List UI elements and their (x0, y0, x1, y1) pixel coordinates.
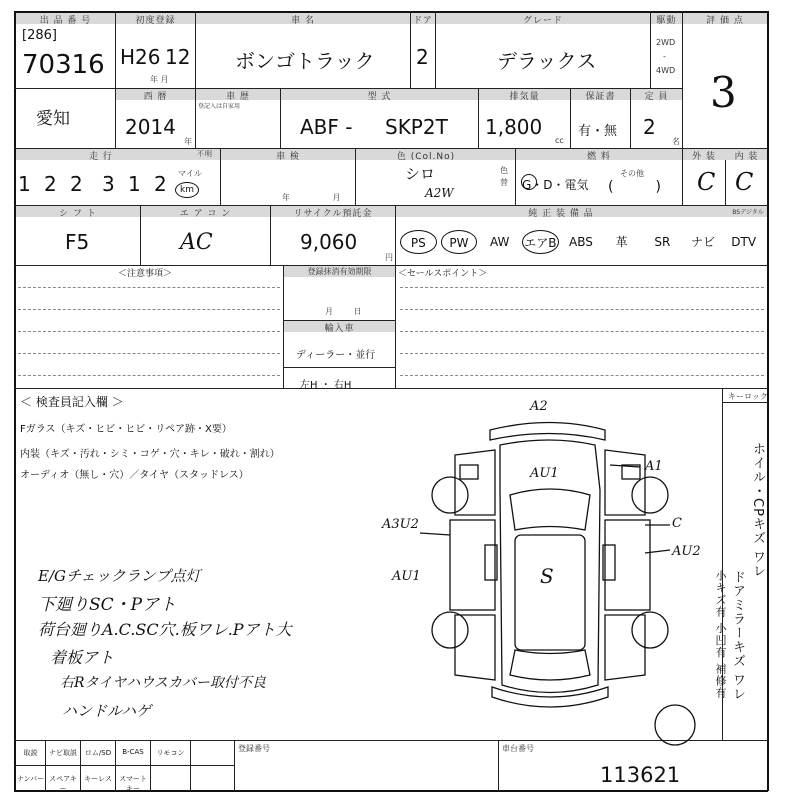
venue-header: 出 品 番 号 (39, 16, 92, 26)
color-header: 色 (Col.No) (396, 152, 456, 162)
interior: C (735, 168, 754, 196)
mark-left-door: A3U2 (382, 517, 419, 532)
equipment-item: DTV (731, 235, 757, 249)
mileage-digit: 1 (18, 172, 31, 196)
shift: F5 (65, 230, 90, 254)
key-lock-label: キーロック (728, 392, 768, 401)
footer-item: B-CAS (122, 748, 144, 756)
equipment-item: AW (489, 235, 510, 249)
exterior: C (697, 168, 716, 196)
fuel: G・D・電気 (522, 178, 589, 192)
displacement-header: 排気量 (509, 92, 540, 102)
shaken-header: 車 検 (276, 152, 300, 162)
note-4: 着板アト (50, 648, 115, 667)
capacity-unit: 名 (672, 137, 680, 146)
footer-item: 取説 (23, 749, 38, 757)
footer-item: スマートキー (119, 775, 147, 793)
color-change: 色替 (500, 166, 508, 187)
fuel-header: 燃 料 (587, 152, 611, 162)
footer-item: キーレス (84, 775, 112, 783)
mileage-digit: 2 (154, 172, 167, 196)
mark-left-rear: AU1 (392, 569, 421, 584)
drive-header: 駆動 (656, 16, 677, 26)
score: 3 (710, 68, 737, 117)
color-code: A2W (425, 186, 454, 200)
side-note-wheel: ホイル・CPキズ ワレ (750, 442, 765, 579)
equipment-row (400, 224, 766, 260)
shift-header: シ フ ト (59, 209, 97, 219)
first-reg-unit: 年 月 (150, 75, 169, 84)
capacity-header: 定 員 (644, 92, 669, 102)
history-header: 車 歴 (226, 92, 250, 102)
vehicle-diagram (382, 395, 701, 735)
drive-2wd: 2WD (656, 38, 676, 47)
interior-line: 内装（キズ・汚れ・シミ・コゲ・穴・キレ・破れ・割れ） (20, 449, 280, 460)
year: 2014 (125, 115, 176, 139)
fuel-other: その他 (620, 169, 644, 178)
recycle-fee: 9,060 (300, 230, 358, 254)
first-reg-era: H26 (120, 45, 161, 69)
steering: 左H ・ 右H (300, 380, 352, 391)
first-reg-month: 12 (165, 45, 191, 69)
year-header: 西 暦 (143, 92, 168, 102)
footer-item: ナビ取説 (49, 749, 77, 757)
note-1: E/Gチェックランプ点灯 (38, 567, 201, 585)
region: 愛知 (36, 109, 70, 129)
ac: AC (180, 230, 213, 255)
navi-type-header: BSデジタル (732, 209, 764, 216)
equipment-item: ナビ (690, 235, 715, 249)
warranty-header: 保証書 (585, 92, 616, 102)
equipment-item: エアB (522, 230, 559, 254)
model-name: ボンゴトラック (235, 49, 375, 73)
mileage-digit: 2 (44, 172, 57, 196)
first-reg-header: 初度登録 (135, 16, 176, 26)
reg-deadline-header: 登録抹消有効期限 (307, 267, 372, 276)
audio-line: オーディオ（無し・穴）／タイヤ（スタッドレス） (20, 470, 249, 481)
footer-item: ロム/SD (84, 749, 112, 757)
mark-roof: S (540, 564, 554, 588)
ac-header: エ ア コ ン (179, 209, 232, 219)
mark-hood: AU1 (530, 466, 559, 481)
note-6: ハンドルハゲ (62, 702, 151, 720)
equipment-item: PS (400, 230, 437, 254)
mark-right-side: AU2 (672, 544, 701, 559)
chassis-header: 車台番号 (502, 744, 534, 753)
displacement-unit: cc (555, 136, 564, 145)
side-note-repair: 小キズ有 小凹有 補修有 (714, 570, 727, 699)
footer-item: リモコン (156, 749, 185, 757)
notes-header: ＜注意事項＞ (118, 269, 173, 279)
equipment-item: PW (441, 230, 478, 254)
venue-code: [286] (22, 28, 57, 43)
exterior-header: 外 装 (692, 152, 716, 162)
note-3: 荷台廻りA.C.SC穴.板ワレ.Pアト大 (38, 620, 292, 639)
equipment-header: 純 正 装 備 品 (528, 209, 594, 219)
mark-right-door: C (672, 516, 682, 531)
type-prefix: ABF - (300, 115, 353, 139)
recycle-unit: 円 (385, 253, 393, 262)
model-name-header: 車 名 (291, 16, 315, 26)
windshield-line: Fガラス（キズ・ヒビ・ヒビ・リペア跡・X要） (20, 424, 232, 435)
capacity: 2 (643, 115, 656, 139)
note-2: 下廻りSC・Pアト (38, 595, 177, 615)
mark-front-bumper: A2 (530, 399, 548, 414)
note-5: 右Rタイヤハウスカバー取付不良 (60, 675, 266, 691)
inspector-title: ＜ 検査員記入欄 ＞ (20, 395, 124, 409)
side-note-mirror: ドアミラーキズ ワレ (730, 570, 745, 702)
recycle-header: リサイクル預託金 (293, 209, 373, 219)
sales-point-header: ＜セールスポイント＞ (398, 269, 488, 279)
year-unit: 年 (184, 137, 192, 146)
mileage-digit: 3 (102, 172, 115, 196)
mileage-digit: 1 (128, 172, 141, 196)
mark-right-front: A1 (645, 459, 663, 474)
mile-label: マイル (178, 169, 202, 178)
equipment-item: 革 (615, 235, 628, 249)
displacement: 1,800 (485, 115, 543, 139)
drive-4wd: 4WD (656, 66, 676, 75)
type-code: SKP2T (385, 115, 448, 139)
warranty: 有・無 (578, 124, 618, 139)
km-circled: km (175, 182, 199, 198)
mileage-header: 走 行 (89, 152, 113, 162)
type-header: 型 式 (367, 92, 392, 102)
equipment-item: SR (654, 235, 671, 249)
color: シロ (405, 165, 436, 183)
shaken-unit: 年 月 (282, 193, 341, 202)
doors: 2 (416, 45, 429, 69)
interior-header: 内 装 (734, 152, 759, 162)
import-type: ディーラー・並行 (296, 350, 376, 361)
score-header: 評 価 点 (706, 16, 744, 26)
equipment-item: ABS (569, 235, 593, 249)
doors-header: ドア (413, 16, 433, 26)
mileage-flag-header: 不明 (197, 150, 213, 158)
footer-item: ナンバー (16, 775, 45, 783)
reg-deadline-unit: 月 日 (325, 307, 362, 316)
footer-item: スペアキー (49, 775, 77, 793)
reg-number-header: 登録番号 (238, 744, 270, 753)
chassis-number: 113621 (600, 763, 681, 787)
lot-number: 70316 (22, 50, 105, 80)
import-header: 輸入車 (324, 324, 355, 334)
history-note: 登記入は自家用 (198, 103, 241, 110)
grade: デラックス (497, 49, 597, 73)
grade-header: グレード (522, 16, 563, 26)
mileage-digit: 2 (70, 172, 83, 196)
